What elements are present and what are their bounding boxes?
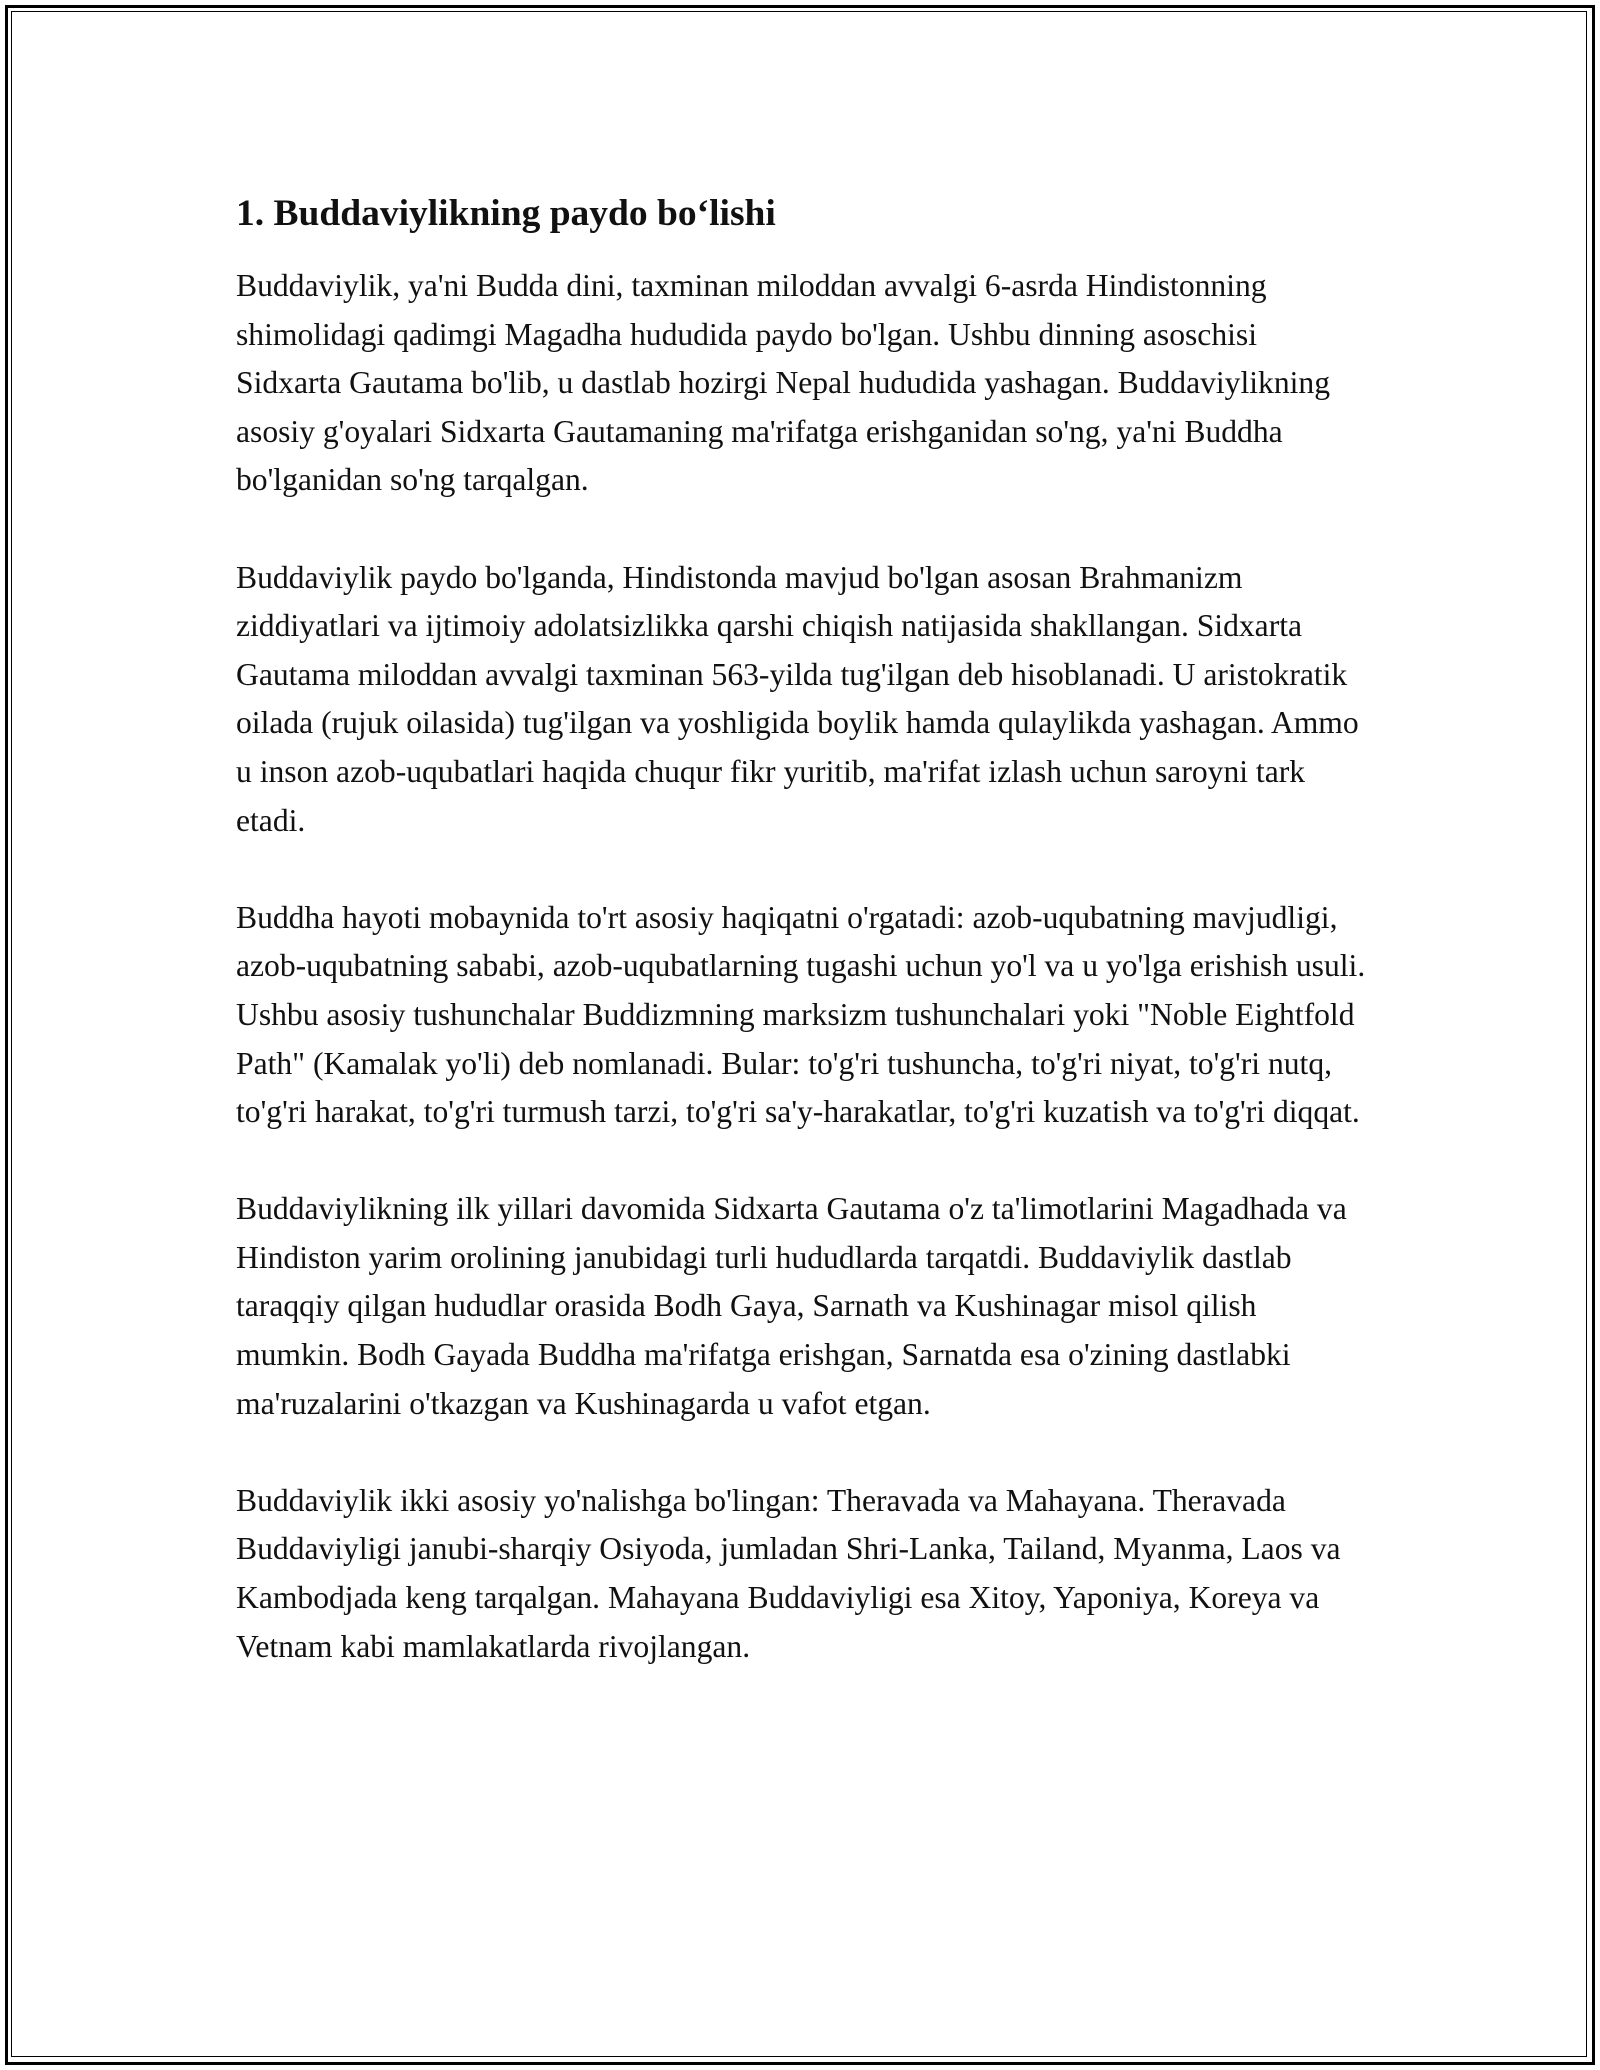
paragraph-origin: Buddaviylik, ya'ni Budda dini, taxminan miloddan avvalgi 6-asrda Hindistonning shimolidagi qadimgi Magadha hududida paydo bo'lgan. Ushbu dinning asoschisi Sidxarta Gautama bo'lib, u dastlab hozirgi Nepal hududida yashagan. Buddaviylikning asosiy g'oyalari Sidxarta Gautamaning ma'rifatga erishganidan so'ng, ya'ni Buddha bo'lganidan so'ng tarqalgan. bbox=[236, 268, 1330, 498]
paragraph-teachings: Buddha hayoti mobaynida to'rt asosiy haqiqatni o'rgatadi: azob-uqubatning mavjudligi, azob-uqubatning sababi, azob-uqubatlarning tugashi uchun yo'l va u yo'lga erishish usuli. Ushbu asosiy tushunchalar Buddizmning marksizm tushunchalari yoki "Noble Eightfold Path" (Kamalak yo'li) deb nomlanadi. Bular: to'g'ri tushuncha, to'g'ri niyat, to'g'ri nutq, to'g'ri harakat, to'g'ri turmush tarzi, to'g'ri sa'y-harakatlar, to'g'ri kuzatish va to'g'ri diqqat. bbox=[236, 899, 1366, 1130]
paragraph-branches: Buddaviylik ikki asosiy yo'nalishga bo'lingan: Theravada va Mahayana. Theravada Buddaviyligi janubi-sharqiy Osiyoda, jumladan Shri-Lanka, Tailand, Myanma, Laos va Kambodjada keng tarqalgan. Mahayana Buddaviyligi esa Xitoy, Yaponiya, Koreya va Vetnam kabi mamlakatlarda rivojlangan. bbox=[236, 1482, 1341, 1664]
section-heading: 1. Buddaviylikning paydo bo‘lishi bbox=[236, 193, 776, 234]
paragraph-early-spread: Buddaviylikning ilk yillari davomida Sidxarta Gautama o'z ta'limotlarini Magadhada va Hindiston yarim orolining janubidagi turli hududlarda tarqatdi. Buddaviylik dastlab taraqqiy qilgan hududlar orasida Bodh Gaya, Sarnath va Kushinagar misol qilish mumkin. Bodh Gayada Buddha ma'rifatga erishgan, Sarnatda esa o'zining dastlabki ma'ruzalarini o'tkazgan va Kushinagarda u vafot etgan. bbox=[236, 1191, 1347, 1421]
paragraph-founder: Buddaviylik paydo bo'lganda, Hindistonda mavjud bo'lgan asosan Brahmanizm ziddiyatlari va ijtimoiy adolatsizlikka qarshi chiqish natijasida shakllangan. Sidxarta Gautama miloddan avvalgi taxminan 563-yilda tug'ilgan deb hisoblanadi. U aristokratik oilada (rujuk oilasida) tug'ilgan va yoshligida boylik hamda qulaylikda yashagan. Ammo u inson azob-uqubatlari haqida chuqur fikr yuritib, ma'rifat izlash uchun saroyni tark etadi. bbox=[236, 559, 1359, 838]
document-body bbox=[236, 186, 1366, 1720]
